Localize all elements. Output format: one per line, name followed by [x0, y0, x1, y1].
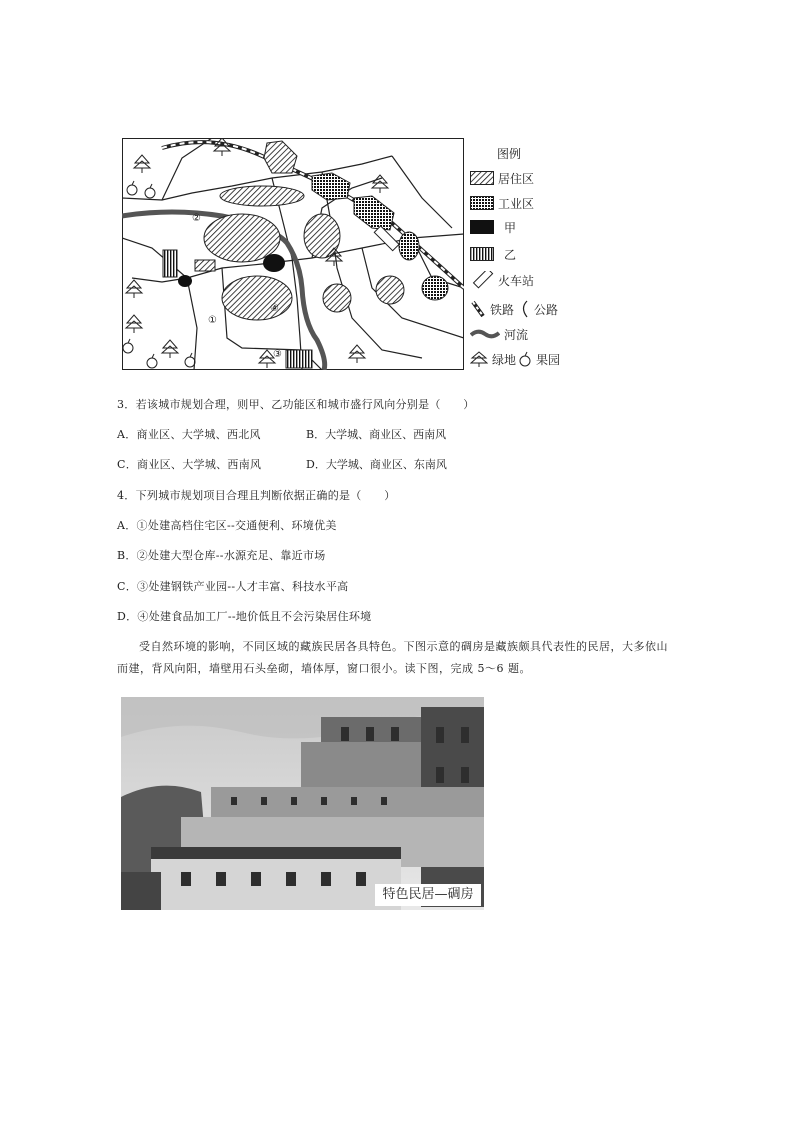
q3-option-a: A．商业区、大学城、西北风: [117, 428, 261, 441]
legend-railway-label: 铁路: [490, 302, 515, 317]
marker-4: ④: [270, 303, 279, 314]
legend-residential-label: 居住区: [498, 171, 535, 186]
station-swatch: [470, 271, 494, 289]
q4-stem: 4．下列城市规划项目合理且判断依据正确的是（ ）: [117, 489, 396, 502]
legend-title: 图例: [497, 147, 522, 161]
q3-option-d: D．大学城、商业区、东南风: [306, 458, 447, 471]
industrial-swatch: [470, 196, 494, 210]
legend-yi-label: 乙: [504, 247, 517, 262]
legend-green-label: 绿地: [492, 352, 517, 367]
q4-option-a: A．①处建高档住宅区--交通便利、环境优美: [117, 519, 337, 532]
intro-paragraph: [117, 636, 677, 680]
orchard-icon: [518, 351, 532, 367]
jia-swatch: [470, 220, 494, 234]
intro-line-1: 受自然环境的影响，不同区域的藏族民居各具特色。下图示意的碉房是藏族颇具代表性的民居，大多依山: [139, 640, 668, 653]
legend-highway-label: 公路: [534, 302, 559, 317]
q4-option-d: D．④处建食品加工厂--地价低且不会污染居住环境: [117, 610, 372, 623]
legend-rail-road: [470, 299, 558, 319]
marker-3: ③: [273, 349, 282, 360]
q3-option-b: B．大学城、商业区、西南风: [306, 428, 447, 441]
green-land-icon: [470, 350, 488, 368]
photo-caption: 特色民居—碉房: [375, 884, 481, 906]
legend-orchard-label: 果园: [536, 352, 561, 367]
legend-jia: [470, 217, 516, 237]
q4-option-b: B．②处建大型仓库--水源充足、靠近市场: [117, 549, 326, 562]
q3-stem: 3．若该城市规划合理，则甲、乙功能区和城市盛行风向分别是（ ）: [117, 398, 475, 411]
yi-swatch: [470, 247, 494, 261]
legend-industrial: [470, 193, 534, 213]
river-swatch: [470, 327, 500, 341]
legend-river-label: 河流: [504, 327, 529, 342]
residential-swatch: [470, 171, 494, 185]
q3-option-c: C．商业区、大学城、西南风: [117, 458, 262, 471]
diaofang-illustration: [121, 697, 484, 910]
railway-swatch: [470, 300, 486, 318]
city-map: [122, 138, 464, 370]
intro-line-2: 而建，背风向阳，墙壁用石头垒砌，墙体厚，窗口很小。读下图，完成 5～6 题。: [117, 662, 531, 675]
legend-station: [470, 270, 534, 290]
legend-station-label: 火车站: [498, 273, 535, 288]
diaofang-photo: [121, 697, 484, 910]
legend-yi: [470, 244, 516, 264]
marker-1: ①: [208, 315, 217, 326]
legend-river: [470, 324, 528, 344]
marker-2: ②: [192, 213, 201, 224]
legend-residential: [470, 168, 534, 188]
legend-green-orchard: [470, 349, 560, 369]
legend-jia-label: 甲: [504, 220, 517, 235]
legend-industrial-label: 工业区: [498, 196, 535, 211]
highway-swatch: [518, 300, 530, 318]
q4-option-c: C．③处建钢铁产业园--人才丰富、科技水平高: [117, 580, 349, 593]
